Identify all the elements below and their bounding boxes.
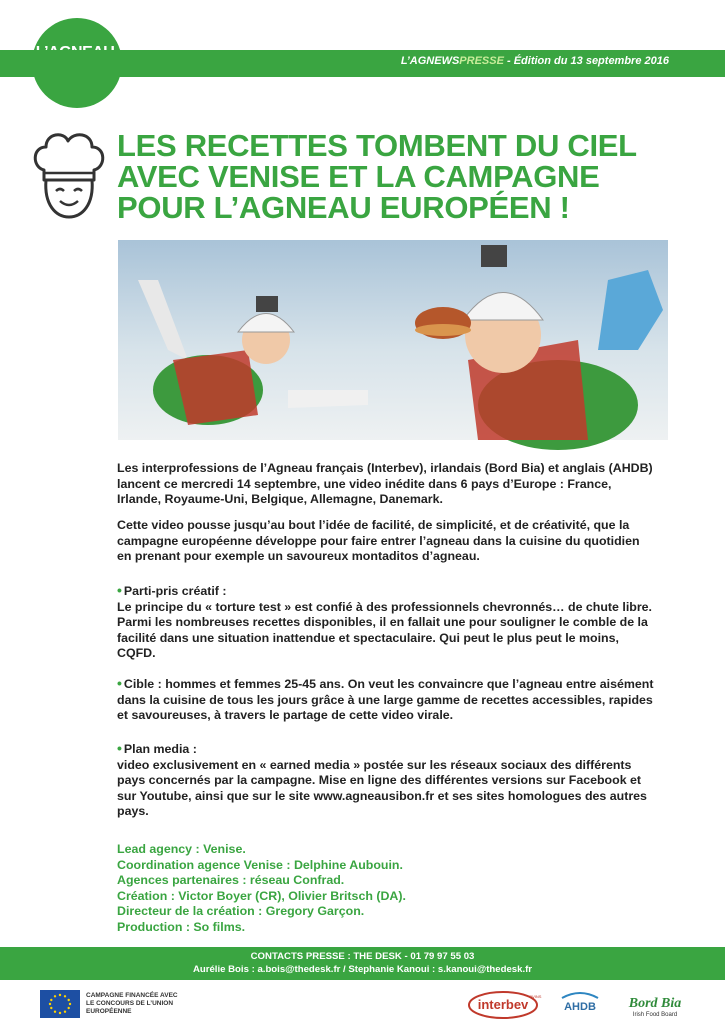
interbev-logo [467, 990, 542, 1020]
skydivers-photo [118, 240, 668, 440]
title-line1: LES RECETTES TOMBENT DU CIEL [117, 128, 637, 163]
interbev-label: interbev [477, 997, 529, 1012]
title-line2: AVEC VENISE ET LA CAMPAGNE [117, 159, 600, 194]
plan-title: Plan media : [123, 742, 197, 756]
bullet-icon: • [117, 675, 122, 691]
credits-list [117, 842, 617, 935]
eu-funding-text: CAMPAGNE FINANCÉE AVEC LE CONCOURS DE L’UNION EUROPÉENNE [86, 992, 178, 1015]
cible-text: Cible : hommes et femmes 25-45 ans. On veut les convaincre que l’agneau entre aisément dans la cuisine de tous les jours grâce à une large gamme de recettes accessibles, rapides et savoureuses, à travers le partage de cette video virale. [117, 677, 654, 722]
intro-paragraph [117, 461, 657, 508]
edition-prefix: L’AGNEWS [400, 55, 460, 67]
credit-line: Directeur de la création : Gregory Garçon. [117, 904, 365, 918]
bordbia-label: Bord Bia [628, 996, 682, 1011]
credit-line: Lead agency : Venise. [117, 842, 246, 856]
bullet-icon: • [117, 740, 122, 756]
plan-text: video exclusivement en « earned media » postée sur les réseaux sociaux des différents pays concernés par la campagne. Mise en ligne des différentes versions sur Facebook et sur Youtube, ainsi que sur le site www.agneausibon.fr et ses sites homologues des autres pays. [117, 757, 647, 818]
edition-label [401, 55, 669, 67]
contacts-line1: CONTACTS PRESSE : THE DESK - 01 79 97 55 03 [250, 951, 475, 962]
intro-text: Les interprofessions de l’Agneau français (Interbev), irlandais (Bord Bia) et anglais (AHDB) lancent ce mercredi 14 septembre, une video inédite dans 6 pays d’Europe : France, Irlande, Royaume-Uni, Belgique, Allemagne, Danemark. [117, 461, 653, 506]
interbev-sub: OVINS [529, 994, 542, 999]
bullet-icon: • [117, 582, 122, 598]
parti-title: Parti-pris créatif : [123, 584, 227, 598]
eu-flag-icon [40, 990, 80, 1018]
section-parti-pris [117, 583, 657, 662]
parti-text: Le principe du « torture test » est confié à des professionnels chevronnés… de chute libre. Parmi les nombreuses recettes disponibles, il en fallait une pour souligner le comble de la facilité dans une situation inattendue et spectaculaire. Qui peut le plus peut le moins, CQFD. [117, 599, 652, 660]
bordbia-sub: Irish Food Board [632, 1012, 678, 1018]
page-title [117, 130, 697, 223]
section-cible [117, 676, 657, 724]
header-bar [0, 50, 725, 77]
chef-icon [30, 125, 110, 225]
credit-line: Production : So films. [117, 919, 246, 934]
edition-highlight: PRESSE [459, 55, 504, 67]
edition-suffix: - Édition du 13 septembre 2016 [503, 55, 669, 67]
section-plan-media [117, 741, 657, 820]
credit-line: Coordination agence Venise : Delphine Aubouin. [117, 857, 403, 872]
title-line3: POUR L’AGNEAU EUROPÉEN ! [117, 190, 570, 225]
bordbia-logo [622, 990, 688, 1020]
contacts-bar [0, 947, 725, 980]
ahdb-label: AHDB [564, 1001, 596, 1013]
credit-line: Création : Victor Boyer (CR), Olivier Britsch (DA). [117, 888, 406, 903]
second-paragraph [117, 518, 657, 565]
credit-line: Agences partenaires : réseau Confrad. [117, 873, 345, 887]
ahdb-logo [558, 990, 602, 1020]
second-text: Cette video pousse jusqu’au bout l’idée de facilité, de simplicité, et de créativité, que la campagne européenne développe pour faire entrer l’agneau dans la cuisine du quotidien en prenant pour exemple un savoureux montaditos d’agneau. [117, 518, 640, 563]
contacts-line2: Aurélie Bois : a.bois@thedesk.fr / Stephanie Kanoui : s.kanoui@thedesk.fr [192, 964, 533, 975]
